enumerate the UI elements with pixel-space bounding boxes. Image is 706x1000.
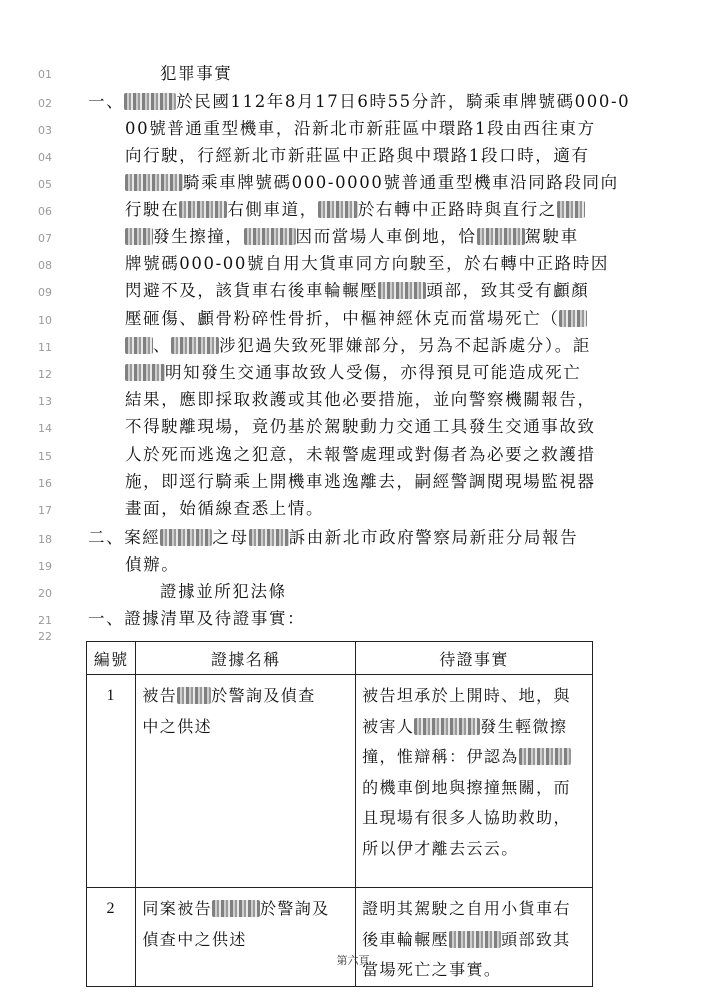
evidence-name-line: 同案被告 於警詢及 xyxy=(142,899,330,918)
line-number: 20 xyxy=(38,587,52,600)
fact-line: 後車輪輾壓 頭部致其 xyxy=(362,929,571,949)
fact-line: 當場死亡之事實。 xyxy=(362,960,502,979)
text-line: 行駛在 右側車道， 於右轉中正路時與直行之 xyxy=(125,200,585,220)
line-number: 06 xyxy=(38,205,52,218)
table-row xyxy=(87,675,593,888)
fact-line: 被告坦承於上開時、地，與 xyxy=(362,686,571,705)
text-line: 發生擦撞， 因而當場人車倒地，恰 駕駛車 xyxy=(125,227,579,247)
text-line: 牌號碼000-00號自用大貨車同方向駛至，於右轉中正路時因 xyxy=(125,254,609,273)
evidence-table xyxy=(86,641,593,987)
redacted-name xyxy=(125,337,153,354)
line-number: 08 xyxy=(38,259,52,272)
line-number: 03 xyxy=(38,124,52,137)
redacted-name xyxy=(177,687,211,704)
fact-line: 撞，惟辯稱：伊認為 xyxy=(356,742,592,773)
line-number: 19 xyxy=(38,560,52,573)
text-line: 騎乘車牌號碼000-0000號普通重型機車沿同路段同向 xyxy=(125,173,619,193)
text-line: 結果，應即採取救護或其他必要措施，並向警察機關報告， xyxy=(125,390,596,409)
table-row xyxy=(87,888,593,987)
redacted-name xyxy=(318,201,358,218)
line-number: 16 xyxy=(38,477,52,490)
line-number: 21 xyxy=(38,614,52,627)
redacted-name xyxy=(244,228,296,245)
line-number: 04 xyxy=(38,151,52,164)
text-line: 二、案經 之母 訴由新北市政府警察局新莊分局報告 xyxy=(88,528,579,547)
redacted-name xyxy=(160,529,212,546)
line-number: 02 xyxy=(38,97,52,110)
text-line: 畫面，始循線查悉上情。 xyxy=(125,499,325,518)
text-line: 00號普通重型機車，沿新北市新莊區中環路1段由西往東方 xyxy=(125,119,596,138)
text-line: 不得駛離現場，竟仍基於駕駛動力交通工具發生交通事故致 xyxy=(125,417,596,436)
table-header-row xyxy=(87,642,593,675)
fact-line: 且現場有很多人協助救助， xyxy=(362,808,571,827)
line-number: 11 xyxy=(38,341,52,354)
redacted-name xyxy=(125,174,183,191)
section-heading: 犯罪事實 xyxy=(160,64,233,83)
redacted-name xyxy=(171,337,219,354)
line-number: 12 xyxy=(38,368,52,381)
text-line: 一、 於民國112年8月17日6時55分許，騎乘車牌號碼000-0 xyxy=(88,92,631,111)
header-fact-to-prove: 待證事實 xyxy=(356,642,593,675)
redacted-name xyxy=(125,364,165,381)
redacted-name xyxy=(414,718,480,735)
fact-line: 證明其駕駛之自用小貨車右 xyxy=(362,899,571,918)
line-number: 09 xyxy=(38,286,52,299)
redacted-name xyxy=(179,201,227,218)
line-number: 15 xyxy=(38,450,52,463)
line-number: 17 xyxy=(38,504,52,517)
text-line: 閃避不及，該貨車右後車輪輾壓 頭部，致其受有顱顏 xyxy=(125,281,590,300)
redacted-name xyxy=(378,282,426,299)
redacted-name xyxy=(212,900,260,917)
evidence-subheading: 一、證據清單及待證事實： xyxy=(88,609,306,628)
redacted-name xyxy=(559,310,587,327)
text-line: 人於死而逃逸之犯意，未報警處理或對傷者為必要之救護措 xyxy=(125,445,596,464)
redacted-name xyxy=(125,228,153,245)
evidence-name-line: 中之供述 xyxy=(142,716,212,736)
text-line: 壓砸傷、顱骨粉碎性骨折，中樞神經休克而當場死亡（ xyxy=(125,309,587,329)
fact-line: 所以伊才離去云云。 xyxy=(362,838,519,858)
redacted-name xyxy=(477,228,525,245)
line-number: 01 xyxy=(38,68,52,81)
line-number: 22 xyxy=(38,630,52,643)
evidence-name-line: 偵查中之供述 xyxy=(142,929,247,949)
row-number: 2 xyxy=(106,900,116,917)
redacted-name xyxy=(124,93,176,110)
evidence-heading: 證據並所犯法條 xyxy=(160,582,287,601)
row-number: 1 xyxy=(106,687,116,704)
header-number: 編號 xyxy=(87,642,136,675)
text-line: 向行駛，行經新北市新莊區中正路與中環路1段口時，適有 xyxy=(125,146,590,165)
text-line: 、 涉犯過失致死罪嫌部分，另為不起訴處分）。詎 xyxy=(125,336,591,356)
redacted-name xyxy=(249,529,289,546)
line-number: 07 xyxy=(38,232,52,245)
text-line: 施，即逕行騎乘上開機車逃逸離去，嗣經警調閱現場監視器 xyxy=(125,472,596,491)
line-number: 05 xyxy=(38,178,52,191)
line-number: 13 xyxy=(38,395,52,408)
fact-line: 的機車倒地與擦撞無關，而 xyxy=(362,777,571,797)
evidence-name-line: 被告 於警詢及偵查 xyxy=(142,686,316,705)
text-line: 明知發生交通事故致人受傷，亦得預見可能造成死亡 xyxy=(125,363,581,383)
header-evidence-name: 證據名稱 xyxy=(136,642,356,675)
page-footer: 第六頁 xyxy=(336,954,370,967)
line-number: 18 xyxy=(38,533,52,546)
redacted-name xyxy=(557,201,585,218)
redacted-name xyxy=(449,931,501,948)
line-number: 10 xyxy=(38,314,52,327)
line-number: 14 xyxy=(38,422,52,435)
redacted-name xyxy=(519,748,571,765)
text-line: 偵辦。 xyxy=(125,555,180,574)
fact-line: 被害人 發生輕微擦 xyxy=(362,716,568,736)
